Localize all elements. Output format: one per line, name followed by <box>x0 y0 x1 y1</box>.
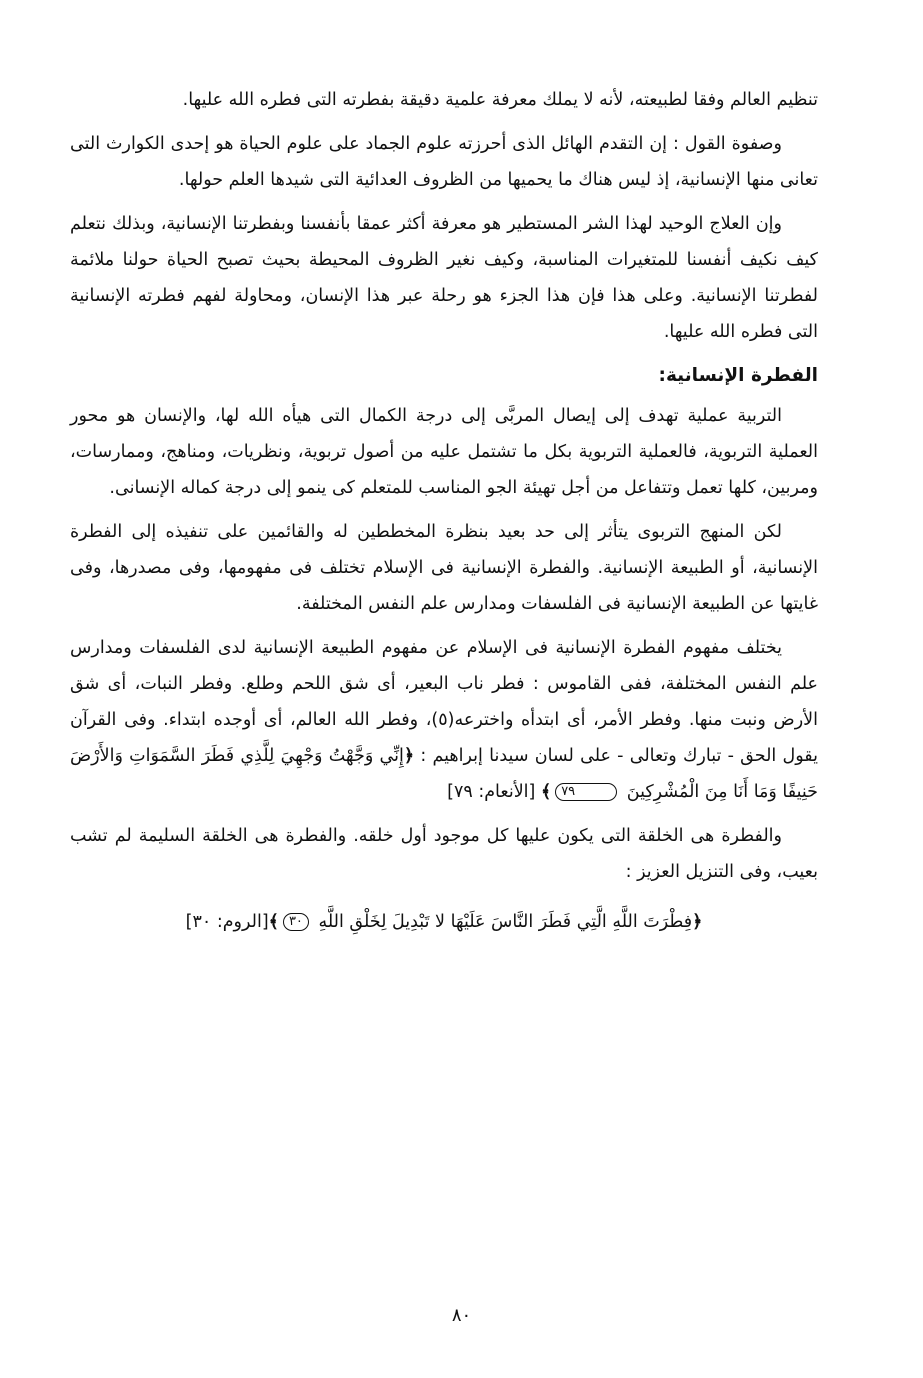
quran-bracket-close: ﴾ <box>540 782 552 802</box>
quran-verse-rum: فِطْرَتَ اللَّهِ الَّتِي فَطَرَ النَّاسَ عَلَيْهَا لا تَبْدِيلَ لِخَلْقِ اللَّهِ <box>318 912 693 932</box>
verse-reference: [الروم: ٣٠] <box>185 912 269 932</box>
quran-verse-rum-line <box>70 904 818 940</box>
paragraph-4: التربية عملية تهدف إلى إيصال المربَّى إلى درجة الكمال التى هيأه الله لها، والإنسان هو محور العملية التربوية، فالعملية التربوية بكل ما تشتمل عليه من أصول تربوية، ونظريات، ومناهج، وممارسات، ومربين، كلها تعمل وتتفاعل من أجل تهيئة الجو المناسب للمتعلم كى ينمو إلى درجة كماله الإنسانى. <box>70 406 818 498</box>
verse-reference: [الأنعام: ٧٩] <box>447 782 536 802</box>
section-heading: الفطرة الإنسانية: <box>658 365 818 386</box>
verse-number-marker: ٧٩ <box>555 783 617 801</box>
paragraph-1: تنظيم العالم وفقا لطبيعته، لأنه لا يملك معرفة علمية دقيقة بفطرته التى فطره الله عليها. <box>182 90 818 110</box>
paragraph-5: لكن المنهج التربوى يتأثر إلى حد بعيد بنظرة المخططين له والقائمين على تنفيذه إلى الفطرة الإنسانية، أو الطبيعة الإنسانية. والفطرة الإنسانية فى الإسلام تختلف فى مفهومها، وفى مصدرها، وفى غايتها عن الطبيعة الإنسانية فى الفلسفات ومدارس علم النفس المختلفة. <box>70 522 818 614</box>
quran-bracket-open: ﴿ <box>403 746 415 766</box>
page-number: ٨٠ <box>451 1305 472 1326</box>
paragraph-2: وصفوة القول : إن التقدم الهائل الذى أحرزته علوم الجماد على علوم الحياة هو إحدى الكوارث التى تعانى منها الإنسانية، إذ ليس هناك ما يحميها من الظروف العدائية التى شيدها العلم حولها. <box>70 134 818 190</box>
verse-number-marker: ٣٠ <box>283 913 309 931</box>
quran-bracket-open: ﴿ <box>692 912 703 932</box>
quran-verse-anam: إِنِّي وَجَّهْتُ وَجْهِيَ لِلَّذِي فَطَرَ السَّمَوَاتِ وَالأَرْضَ حَنِيفًا وَمَا أَنَا مِنَ الْمُشْرِكِينَ <box>70 746 818 802</box>
quran-bracket-close: ﴾ <box>268 912 279 932</box>
paragraph-7: والفطرة هى الخلقة التى يكون عليها كل موجود أول خلقه. والفطرة هى الخلقة السليمة لم تشب بعيب، وفى التنزيل العزيز : <box>70 826 818 882</box>
paragraph-6-text: يختلف مفهوم الفطرة الإنسانية فى الإسلام عن مفهوم الطبيعة الإنسانية لدى الفلسفات ومدارس علم النفس المختلفة، ففى القاموس : فطر ناب البعير، أى شق اللحم وطلع. وفطر النبات، أى شق الأرض ونبت منها. وفطر الأمر، أى ابتدأه واخترعه(٥)، وفطر الله العالم، أى أوجده ابتداء. وفى القرآن يقول الحق - تبارك وتعالى - على لسان سيدنا إبراهيم : <box>70 638 818 766</box>
paragraph-6 <box>70 630 818 810</box>
paragraph-3: وإن العلاج الوحيد لهذا الشر المستطير هو معرفة أكثر عمقا بأنفسنا وبفطرتنا الإنسانية، وبذلك نتعلم كيف نكيف أنفسنا للمتغيرات المناسبة، وكيف نغير الظروف المحيطة بحيث تصبح الحياة حولنا ملائمة لفطرتنا الإنسانية. وعلى هذا فإن هذا الجزء هو رحلة عبر هذا الإنسان، ومحاولة لفهم فطرته الإنسانية التى فطره الله عليها. <box>70 214 818 342</box>
page-body <box>70 82 818 940</box>
